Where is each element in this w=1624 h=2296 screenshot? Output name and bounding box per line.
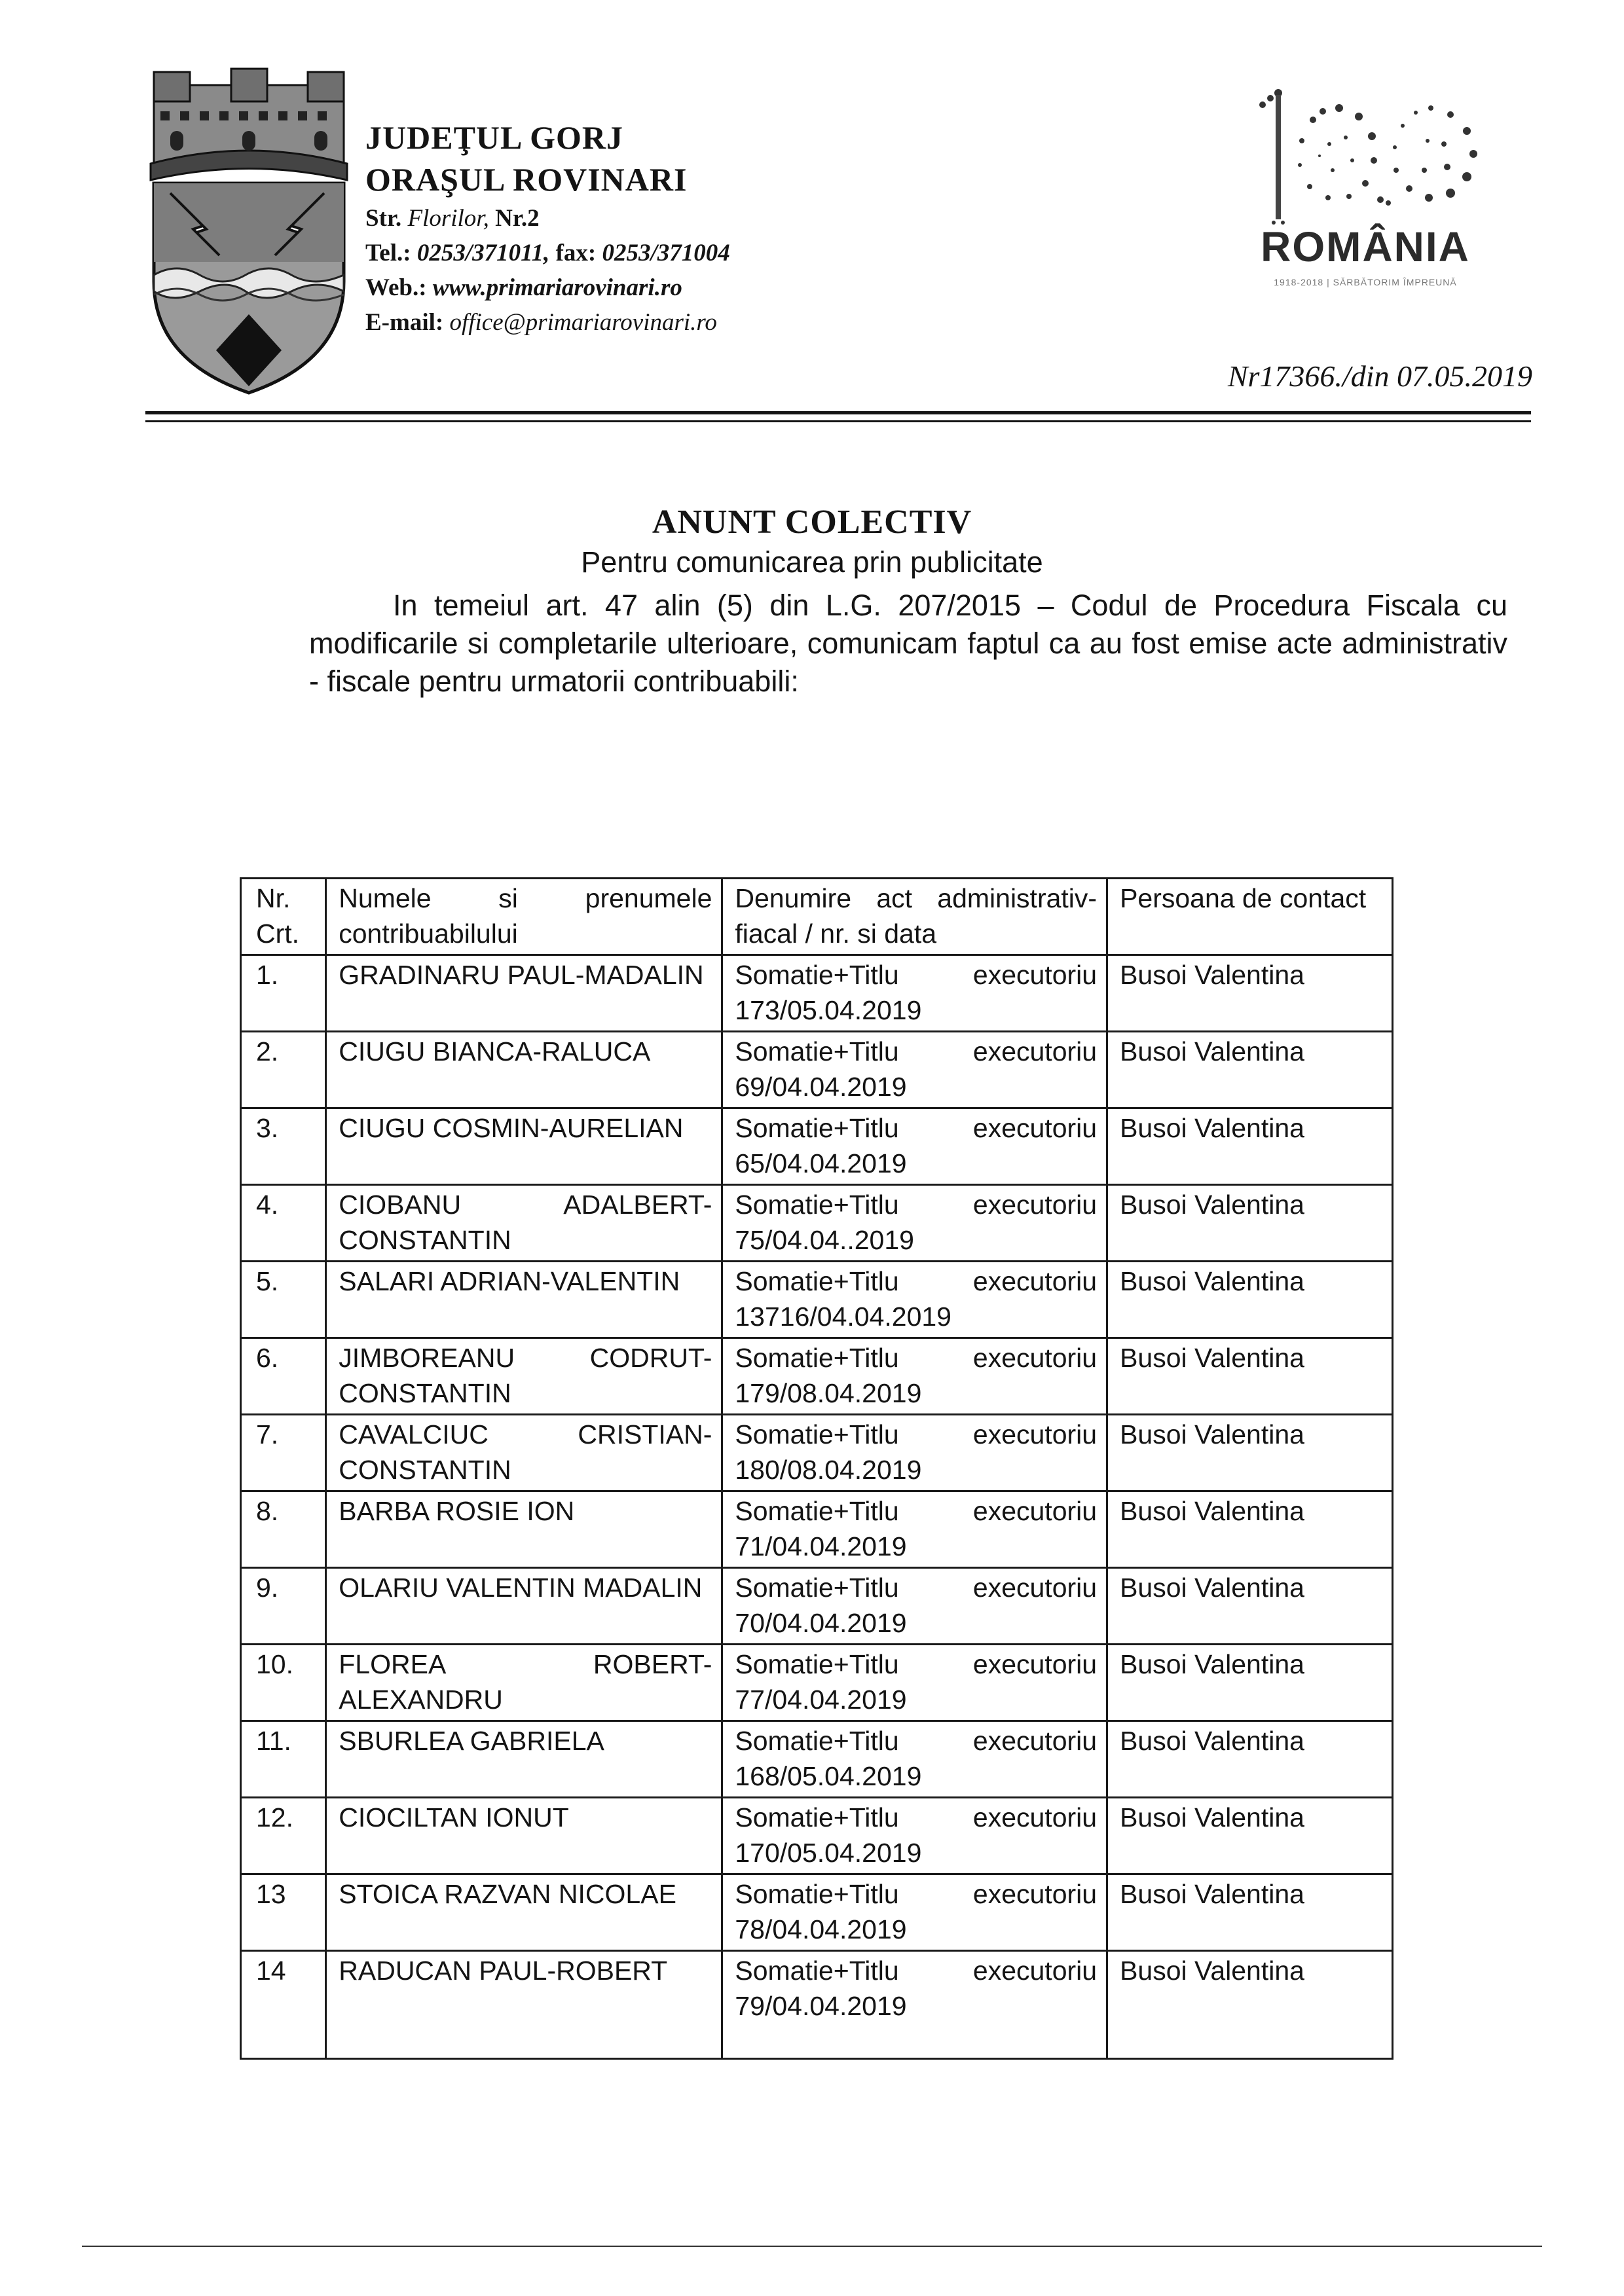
- taxpayer-name: BARBA ROSIE ION: [326, 1491, 722, 1568]
- document-reference: Somatie+Titlu executoriu 179/08.04.2019: [722, 1338, 1107, 1415]
- contact-person: Busoi Valentina: [1107, 1874, 1393, 1951]
- row-number: 11.: [241, 1721, 326, 1798]
- table-header-row: [241, 879, 1393, 955]
- contact-person: Busoi Valentina: [1107, 1951, 1393, 2059]
- taxpayer-name: GRADINARU PAUL-MADALIN: [326, 955, 722, 1032]
- table-row: [241, 1108, 1393, 1185]
- taxpayer-name: RADUCAN PAUL-ROBERT: [326, 1951, 722, 2059]
- registration-number: Nr17366./din 07.05.2019: [1227, 359, 1532, 393]
- row-number: 4.: [241, 1185, 326, 1262]
- taxpayer-name: CIOBANU ADALBERT-CONSTANTIN: [326, 1185, 722, 1262]
- header-divider-thin: [145, 420, 1531, 422]
- announcement-subtitle: Pentru comunicarea prin publicitate: [581, 545, 1043, 579]
- taxpayer-name: JIMBOREANU CODRUT-CONSTANTIN: [326, 1338, 722, 1415]
- taxpayer-name: FLOREA ROBERT-ALEXANDRU: [326, 1645, 722, 1721]
- row-number: 7.: [241, 1415, 326, 1491]
- table-row: [241, 1721, 1393, 1798]
- document-reference: Somatie+Titlu executoriu 173/05.04.2019: [722, 955, 1107, 1032]
- taxpayer-name: CAVALCIUC CRISTIAN-CONSTANTIN: [326, 1415, 722, 1491]
- fax-label: fax:: [555, 240, 597, 266]
- contact-person: Busoi Valentina: [1107, 1185, 1393, 1262]
- row-number: 9.: [241, 1568, 326, 1645]
- document-reference: Somatie+Titlu executoriu 69/04.04.2019: [722, 1032, 1107, 1108]
- phone-line: [365, 241, 730, 265]
- table-row: [241, 1645, 1393, 1721]
- contact-person: Busoi Valentina: [1107, 1798, 1393, 1874]
- street-value: Florilor,: [407, 205, 489, 232]
- taxpayer-name: SBURLEA GABRIELA: [326, 1721, 722, 1798]
- row-number: 8.: [241, 1491, 326, 1568]
- table-row: [241, 1951, 1393, 2059]
- document-reference: Somatie+Titlu executoriu 170/05.04.2019: [722, 1798, 1107, 1874]
- email-line: [365, 310, 730, 335]
- contact-person: Busoi Valentina: [1107, 1108, 1393, 1185]
- town-name: ORAŞUL ROVINARI: [365, 161, 688, 198]
- header-nr: Nr. Crt.: [241, 879, 326, 955]
- taxpayer-name: STOICA RAZVAN NICOLAE: [326, 1874, 722, 1951]
- document-reference: Somatie+Titlu executoriu 70/04.04.2019: [722, 1568, 1107, 1645]
- row-number: 3.: [241, 1108, 326, 1185]
- contact-person: Busoi Valentina: [1107, 1721, 1393, 1798]
- contact-person: Busoi Valentina: [1107, 1645, 1393, 1721]
- document-reference: Somatie+Titlu executoriu 180/08.04.2019: [722, 1415, 1107, 1491]
- document-reference: Somatie+Titlu executoriu 79/04.04.2019: [722, 1951, 1107, 2059]
- table-row: [241, 1338, 1393, 1415]
- taxpayers-table-body: [241, 879, 1393, 2059]
- document-reference: Somatie+Titlu executoriu 77/04.04.2019: [722, 1645, 1107, 1721]
- table-row: [241, 1491, 1393, 1568]
- county-name: JUDEŢUL GORJ: [365, 119, 624, 156]
- email-label: E-mail:: [365, 309, 444, 336]
- table-row: [241, 1185, 1393, 1262]
- taxpayer-name: SALARI ADRIAN-VALENTIN: [326, 1262, 722, 1338]
- document-reference: Somatie+Titlu executoriu 168/05.04.2019: [722, 1721, 1107, 1798]
- row-number: 12.: [241, 1798, 326, 1874]
- row-number: 2.: [241, 1032, 326, 1108]
- header-contact: Persoana de contact: [1107, 879, 1393, 955]
- street-number: Nr.2: [495, 205, 540, 232]
- taxpayer-name: CIUGU BIANCA-RALUCA: [326, 1032, 722, 1108]
- footer-rule: [82, 2246, 1542, 2247]
- header-act: Denumire act administrativ-fiacal / nr. si data: [722, 879, 1107, 955]
- taxpayers-table: [240, 877, 1393, 2060]
- announcement-intro: In temeiul art. 47 alin (5) din L.G. 207/2015 – Codul de Procedura Fiscala cu modificarile si completarile ulterioare, comunicam faptul ca au fost emise acte administrativ - fiscale pentru urmatorii contribuabili:: [309, 589, 1507, 698]
- table-row: [241, 1032, 1393, 1108]
- taxpayer-name: OLARIU VALENTIN MADALIN: [326, 1568, 722, 1645]
- web-label: Web.:: [365, 274, 427, 301]
- taxpayer-name: CIUGU COSMIN-AURELIAN: [326, 1108, 722, 1185]
- table-row: [241, 1798, 1393, 1874]
- row-number: 10.: [241, 1645, 326, 1721]
- contact-person: Busoi Valentina: [1107, 1568, 1393, 1645]
- contact-person: Busoi Valentina: [1107, 1032, 1393, 1108]
- header-name: Numele si prenumele contribuabilului: [326, 879, 722, 955]
- table-row: [241, 1874, 1393, 1951]
- table-row: [241, 1415, 1393, 1491]
- contact-person: Busoi Valentina: [1107, 1491, 1393, 1568]
- institution-block: [365, 121, 730, 335]
- tel-label: Tel.:: [365, 240, 411, 266]
- contact-person: Busoi Valentina: [1107, 1338, 1393, 1415]
- rovinari-coat-of-arms: [141, 65, 357, 399]
- taxpayer-name: CIOCILTAN IONUT: [326, 1798, 722, 1874]
- street-label: Str.: [365, 205, 402, 232]
- contact-person: Busoi Valentina: [1107, 1262, 1393, 1338]
- email-link[interactable]: office@primariarovinari.ro: [449, 309, 717, 336]
- document-reference: Somatie+Titlu executoriu 13716/04.04.2019: [722, 1262, 1107, 1338]
- row-number: 5.: [241, 1262, 326, 1338]
- table-row: [241, 1568, 1393, 1645]
- contact-person: Busoi Valentina: [1107, 1415, 1393, 1491]
- contact-person: Busoi Valentina: [1107, 955, 1393, 1032]
- logo-country-name: ROMÂNIA: [1261, 223, 1470, 270]
- web-line: [365, 276, 730, 300]
- logo-motto: 1918-2018 | SĂRBĂTORIM ÎMPREUNĂ: [1274, 277, 1457, 287]
- row-number: 13: [241, 1874, 326, 1951]
- row-number: 14: [241, 1951, 326, 2059]
- table-row: [241, 1262, 1393, 1338]
- row-number: 6.: [241, 1338, 326, 1415]
- document-reference: Somatie+Titlu executoriu 78/04.04.2019: [722, 1874, 1107, 1951]
- header-divider-thick: [145, 411, 1531, 414]
- address-line: [365, 206, 730, 230]
- web-link[interactable]: www.primariarovinari.ro: [432, 274, 682, 301]
- fax-value: 0253/371004: [602, 240, 730, 266]
- document-reference: Somatie+Titlu executoriu 75/04.04..2019: [722, 1185, 1107, 1262]
- tel-value: 0253/371011,: [416, 240, 550, 266]
- document-reference: Somatie+Titlu executoriu 71/04.04.2019: [722, 1491, 1107, 1568]
- announcement-title: ANUNT COLECTIV: [652, 503, 972, 541]
- romania-100-logo: [1225, 79, 1500, 308]
- table-row: [241, 955, 1393, 1032]
- document-reference: Somatie+Titlu executoriu 65/04.04.2019: [722, 1108, 1107, 1185]
- row-number: 1.: [241, 955, 326, 1032]
